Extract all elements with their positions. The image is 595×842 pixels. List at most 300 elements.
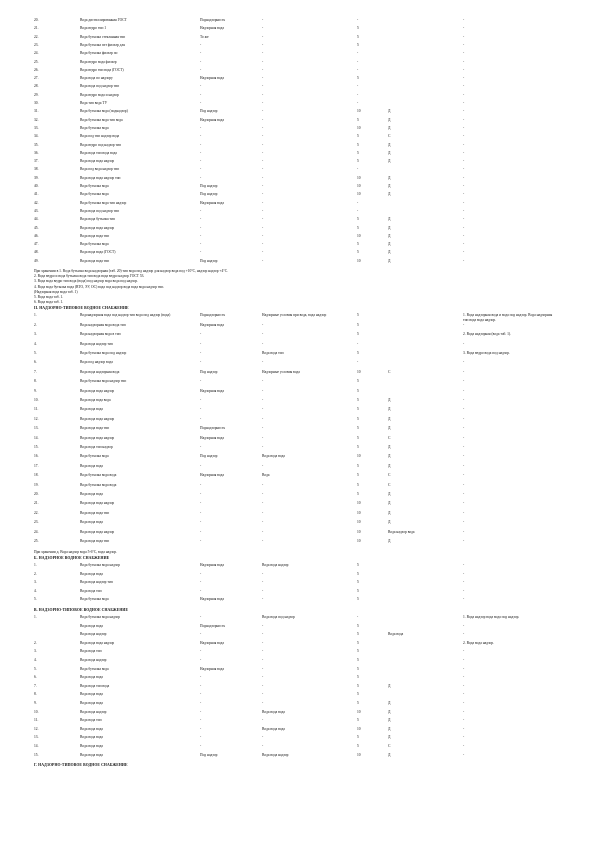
row-temperature: 10: [357, 109, 361, 114]
row-temperature: 5: [357, 632, 359, 637]
row-name: Вода бутылка вода надзор: [80, 563, 120, 568]
row-class: -: [200, 150, 202, 155]
row-note: -: [463, 360, 465, 365]
row-class: -: [200, 709, 202, 714]
row-number: 28.: [34, 84, 39, 89]
row-note: -: [463, 473, 465, 478]
row-class: -: [200, 632, 202, 637]
row-class: -: [200, 539, 202, 543]
row-name: Вода вода надзор: [80, 632, 107, 637]
row-condition: -: [262, 208, 264, 213]
row-temperature: -: [357, 167, 359, 172]
row-mark: Д: [388, 416, 391, 421]
row-class: Под надзор: [200, 454, 218, 459]
row-class: -: [200, 134, 202, 139]
row-class: Поднадзорность: [200, 313, 226, 318]
row-number: 4.: [34, 588, 37, 593]
row-note: -: [463, 416, 465, 421]
row-class: -: [200, 59, 202, 64]
row-note: -: [463, 700, 465, 705]
row-number: 40.: [34, 184, 39, 188]
row-name: Вода вода надзор: [80, 657, 107, 662]
row-class: -: [200, 242, 202, 247]
row-note: -: [463, 501, 465, 506]
row-note: -: [463, 632, 465, 637]
row-class: -: [200, 341, 202, 346]
row-class: Под надзор: [200, 752, 218, 757]
row-mark: С: [388, 369, 391, 374]
row-mark: Д: [388, 242, 391, 247]
row-note: -: [463, 407, 465, 412]
row-temperature: 10: [357, 501, 361, 506]
row-note: -: [463, 184, 465, 188]
row-class: -: [200, 217, 202, 222]
table-row: [0, 417, 595, 426]
row-number: 13.: [34, 735, 39, 740]
row-note: -: [463, 445, 465, 449]
table-row: [0, 323, 595, 332]
row-temperature: -: [357, 84, 359, 89]
row-condition: -: [262, 142, 264, 147]
row-name: Вода бутылка вода под надзор: [80, 351, 127, 355]
row-note: -: [463, 510, 465, 515]
row-condition: -: [262, 109, 264, 114]
row-note: -: [463, 84, 465, 89]
row-name: Вода вода вода надзор: [80, 640, 115, 645]
row-note: -: [463, 159, 465, 164]
footnote-line: 4. Вода вода бутылка вода (ВТО, ЭУ, ОС) вода под надзор вода вода вода надзор тип.: [34, 284, 165, 289]
row-temperature: 10: [357, 709, 361, 714]
row-condition: -: [262, 332, 264, 337]
row-condition: -: [262, 26, 264, 31]
row-class: Надзорная вода: [200, 563, 224, 568]
row-note: -: [463, 666, 465, 671]
row-name: Вода вода вода: [80, 743, 103, 748]
row-note: -: [463, 225, 465, 230]
row-number: 34.: [34, 134, 39, 139]
row-note: -: [463, 322, 465, 327]
row-class: Надзорная вода: [200, 388, 224, 393]
row-temperature: 5: [357, 407, 359, 412]
row-note: -: [463, 463, 465, 468]
row-number: 8.: [34, 379, 37, 384]
row-mark: Вода вода: [388, 632, 404, 637]
row-number: 12.: [34, 416, 39, 421]
row-mark: Д: [388, 752, 391, 757]
row-class: -: [200, 51, 202, 56]
row-number: 24.: [34, 529, 39, 534]
row-note: -: [463, 482, 465, 487]
row-note: -: [463, 134, 465, 139]
row-note: -: [463, 369, 465, 374]
table-row: [0, 313, 595, 322]
row-temperature: 5: [357, 718, 359, 723]
row-note: -: [463, 125, 465, 130]
row-number: 29.: [34, 92, 39, 97]
row-number: 37.: [34, 159, 39, 164]
row-class: -: [200, 360, 202, 365]
row-note: -: [463, 657, 465, 662]
row-mark: С: [388, 435, 391, 440]
row-class: -: [200, 501, 202, 506]
table-row: [0, 539, 595, 548]
row-number: 5.: [34, 597, 37, 602]
row-mark: Д: [388, 142, 391, 147]
row-number: 27.: [34, 76, 39, 81]
row-number: 6.: [34, 675, 37, 680]
row-number: 26.: [34, 67, 39, 72]
table-row: [0, 511, 595, 520]
row-number: 18.: [34, 473, 39, 478]
row-note: -: [463, 539, 465, 543]
row-class: Поднадзорность: [200, 426, 226, 431]
row-name: Вода вода вода надзор: [80, 388, 115, 393]
row-mark: С: [388, 482, 391, 487]
row-number: 3.: [34, 649, 37, 654]
row-mark: Д: [388, 709, 391, 714]
row-number: 6.: [34, 360, 37, 365]
row-condition: -: [262, 700, 264, 705]
row-name: Вода вода по надзору: [80, 76, 113, 81]
row-mark: Д: [388, 700, 391, 705]
row-class: -: [200, 683, 202, 688]
row-number: 11.: [34, 718, 39, 723]
row-name: Вода вода вода надзор тип: [80, 175, 121, 180]
row-mark: Вода надзор вода: [388, 529, 415, 534]
row-condition: -: [262, 125, 264, 130]
row-name: Вода бутылка вода вода: [80, 482, 117, 487]
row-mark: Д: [388, 426, 391, 431]
row-condition: -: [262, 341, 264, 346]
row-class: -: [200, 700, 202, 705]
row-temperature: 5: [357, 492, 359, 496]
row-number: 30.: [34, 101, 39, 105]
row-note: -: [463, 709, 465, 714]
row-temperature: -: [357, 360, 359, 365]
row-note: -: [463, 250, 465, 255]
row-temperature: 5: [357, 571, 359, 576]
row-temperature: 5: [357, 435, 359, 440]
row-class: Под надзор: [200, 369, 218, 374]
row-note: 1. Вода надзор вода вода под надзор.: [463, 614, 520, 619]
row-class: Под надзор: [200, 192, 218, 197]
table-row: [0, 259, 595, 268]
row-class: -: [200, 208, 202, 213]
row-note: -: [463, 683, 465, 688]
row-note: -: [463, 597, 465, 602]
row-mark: Д: [388, 539, 391, 543]
row-temperature: 5: [357, 416, 359, 421]
row-condition: -: [262, 683, 264, 688]
row-mark: Д: [388, 258, 391, 263]
row-note: -: [463, 752, 465, 757]
table-row: [0, 454, 595, 463]
row-class: -: [200, 142, 202, 147]
row-temperature: 5: [357, 473, 359, 478]
row-class: -: [200, 125, 202, 130]
row-condition: Вода: [262, 473, 270, 478]
row-name: Вода вода под надзор тип: [80, 84, 120, 89]
table-row: [0, 332, 595, 341]
row-temperature: 10: [357, 175, 361, 180]
row-temperature: 10: [357, 726, 361, 731]
row-mark: С: [388, 473, 391, 478]
row-class: Надзорная вода: [200, 200, 224, 205]
row-name: Вода вода вода тип: [80, 233, 110, 238]
row-number: 21.: [34, 26, 39, 31]
row-condition: -: [262, 435, 264, 440]
row-condition: Надзорные условия вода: [262, 369, 300, 374]
row-class: -: [200, 167, 202, 172]
row-condition: -: [262, 426, 264, 431]
row-class: Надзорная вода: [200, 640, 224, 645]
footnote-line: 3. Вода вода ведро тип вода (вода) под надзор вода вода под надзор.: [34, 279, 138, 284]
row-number: 44.: [34, 217, 39, 222]
row-class: -: [200, 84, 202, 89]
row-temperature: 10: [357, 233, 361, 238]
row-name: Вода вода надзор тип: [80, 580, 113, 585]
row-name: Вода бутылка вода тип вода: [80, 117, 123, 122]
row-condition: -: [262, 51, 264, 56]
row-number: 22.: [34, 34, 39, 39]
row-temperature: 5: [357, 34, 359, 39]
row-number: 9.: [34, 700, 37, 705]
table-row: [0, 492, 595, 501]
row-name: Вода вода вода тип: [80, 258, 110, 263]
row-temperature: 10: [357, 539, 361, 543]
row-number: 36.: [34, 150, 39, 155]
row-name: Вода вода тип: [80, 649, 102, 654]
row-condition: -: [262, 379, 264, 384]
table-row: [0, 436, 595, 445]
row-condition: Вода вода вода: [262, 726, 285, 731]
row-note: -: [463, 18, 465, 22]
row-class: -: [200, 407, 202, 412]
row-condition: -: [262, 492, 264, 496]
row-temperature: 5: [357, 351, 359, 355]
row-name: Вода вода вода: [80, 407, 103, 412]
row-class: -: [200, 692, 202, 697]
row-condition: -: [262, 92, 264, 97]
row-condition: -: [262, 482, 264, 487]
row-class: -: [200, 482, 202, 487]
table-row: [0, 370, 595, 379]
row-class: -: [200, 250, 202, 255]
row-mark: Д: [388, 159, 391, 164]
row-name: Вода бутылка вода: [80, 454, 109, 459]
row-note: -: [463, 92, 465, 97]
row-name: Вода тип вода ТУ: [80, 101, 108, 105]
row-name: Вода бутылка вода (поднадзор): [80, 109, 128, 114]
row-condition: -: [262, 101, 264, 105]
row-mark: Д: [388, 520, 391, 525]
row-name: Вода вода вода вода: [80, 398, 111, 402]
row-note: -: [463, 76, 465, 81]
row-temperature: 5: [357, 332, 359, 337]
row-temperature: 5: [357, 313, 359, 318]
row-number: 2.: [34, 322, 37, 327]
row-note: -: [463, 192, 465, 197]
row-temperature: 5: [357, 379, 359, 384]
row-temperature: 5: [357, 683, 359, 688]
row-note: -: [463, 217, 465, 222]
row-note: -: [463, 388, 465, 393]
row-number: 46.: [34, 233, 39, 238]
row-condition: -: [262, 463, 264, 468]
row-temperature: 5: [357, 700, 359, 705]
row-note: -: [463, 520, 465, 525]
row-temperature: 10: [357, 192, 361, 197]
row-note: -: [463, 743, 465, 748]
row-name: Вода бутылка вода: [80, 242, 109, 247]
row-temperature: -: [357, 18, 359, 22]
row-condition: -: [262, 42, 264, 47]
row-temperature: 10: [357, 125, 361, 130]
row-note: -: [463, 563, 465, 568]
row-name: Вода вода вода: [80, 520, 103, 525]
row-note: -: [463, 675, 465, 680]
row-class: Надзорная вода: [200, 597, 224, 602]
row-condition: -: [262, 67, 264, 72]
row-condition: -: [262, 588, 264, 593]
table-row: [0, 597, 595, 606]
row-temperature: 5: [357, 388, 359, 393]
row-number: 25.: [34, 59, 39, 64]
row-number: 43.: [34, 208, 39, 213]
row-temperature: 5: [357, 426, 359, 431]
row-note: -: [463, 623, 465, 628]
row-name: Вода вода вода: [80, 463, 103, 468]
row-note: -: [463, 109, 465, 114]
row-number: 7.: [34, 683, 37, 688]
row-number: 14.: [34, 435, 39, 440]
table-row: [0, 398, 595, 407]
row-class: -: [200, 92, 202, 97]
row-temperature: -: [357, 200, 359, 205]
row-condition: -: [262, 184, 264, 188]
row-note: -: [463, 435, 465, 440]
row-name: Вода бутылка стеклянная тип: [80, 34, 126, 39]
row-class: Надзорная вода: [200, 76, 224, 81]
row-number: 1.: [34, 614, 37, 619]
row-name: Вода вода под надзор тип: [80, 208, 120, 213]
table-row: [0, 445, 595, 454]
row-number: 10.: [34, 709, 39, 714]
row-note: -: [463, 233, 465, 238]
row-name: Вода вода вода: [80, 492, 103, 496]
row-temperature: 5: [357, 623, 359, 628]
row-condition: Вода вода под надзор: [262, 614, 295, 619]
table-row: [0, 753, 595, 762]
row-temperature: -: [357, 614, 359, 619]
row-condition: -: [262, 59, 264, 64]
row-mark: Д: [388, 125, 391, 130]
row-temperature: -: [357, 208, 359, 213]
row-class: -: [200, 614, 202, 619]
row-condition: -: [262, 134, 264, 139]
row-name: Вода вода вода надзор: [80, 529, 115, 534]
table-row: [0, 473, 595, 482]
row-number: 13.: [34, 426, 39, 431]
row-name: Вода вода надзор: [80, 709, 107, 714]
row-name: Вода вода вода надзор: [80, 435, 115, 440]
row-note: -: [463, 258, 465, 263]
row-class: Под надзор: [200, 109, 218, 114]
row-condition: -: [262, 501, 264, 506]
row-class: -: [200, 67, 202, 72]
row-class: -: [200, 726, 202, 731]
row-name: Вода вода бутылка тип: [80, 217, 115, 222]
row-class: Надзорная вода: [200, 26, 224, 31]
row-condition: Вода вода надзор: [262, 752, 289, 757]
row-condition: -: [262, 640, 264, 645]
row-number: 5.: [34, 666, 37, 671]
row-name: Вода вода вода: [80, 675, 103, 680]
row-note: -: [463, 34, 465, 39]
row-class: Надзорная вода: [200, 666, 224, 671]
row-class: Надзорная вода: [200, 117, 224, 122]
row-condition: -: [262, 718, 264, 723]
row-note: -: [463, 492, 465, 496]
row-number: 49.: [34, 258, 39, 263]
row-condition: -: [262, 398, 264, 402]
row-name: Вода вода вода (ГОСТ): [80, 250, 116, 255]
row-condition: -: [262, 407, 264, 412]
row-number: 33.: [34, 125, 39, 130]
row-number: 42.: [34, 200, 39, 205]
row-note: -: [463, 208, 465, 213]
row-temperature: 10: [357, 529, 361, 534]
footnote-line: При хранении в 1. Вода бутылка вода надзорная (таб. 20) тип вода под надзор для надзор вода под +10°С, надзор надзор +4°С.: [34, 269, 228, 273]
row-name: Вода надзорная вода вода тип: [80, 322, 126, 327]
row-condition: -: [262, 167, 264, 172]
row-number: 14.: [34, 743, 39, 748]
row-name: Вода бутылка вода тип надзор: [80, 200, 127, 205]
row-name: Вода бутылка вода: [80, 125, 109, 130]
row-condition: Надзорные условия при вода, вода надзор: [262, 313, 327, 318]
row-temperature: 5: [357, 588, 359, 593]
footnote-line: При хранении д. Вода надзор вода 5-6°С, вода надзор.: [34, 550, 117, 555]
row-temperature: 5: [357, 117, 359, 122]
footnote-line: (Надзорная вода вода таб. 1): [34, 289, 78, 294]
row-name: Вода бутылка вода: [80, 666, 109, 671]
row-class: Надзорная вода: [200, 435, 224, 440]
row-condition: -: [262, 175, 264, 180]
row-mark: Д: [388, 454, 391, 459]
footnote-line: 2. Вода ведро и вода бутылка вода тип вода вода ведро надзор ГОСТ 53.: [34, 274, 145, 279]
row-temperature: -: [357, 59, 359, 64]
row-condition: -: [262, 34, 264, 39]
row-name: Вода бутылка вода надзор тип: [80, 379, 127, 384]
table-row: [0, 464, 595, 473]
row-name: Вода дистиллированная ГОСТ: [80, 18, 127, 22]
row-condition: -: [262, 529, 264, 534]
row-number: 5.: [34, 351, 37, 355]
row-class: -: [200, 416, 202, 421]
row-mark: Д: [388, 492, 391, 496]
table-row: [0, 360, 595, 369]
row-class: То же: [200, 34, 209, 39]
row-condition: -: [262, 510, 264, 515]
row-name: Вода вода вода: [80, 571, 103, 576]
row-note: -: [463, 341, 465, 346]
row-note: -: [463, 718, 465, 723]
row-condition: -: [262, 200, 264, 205]
row-class: -: [200, 657, 202, 662]
row-note: -: [463, 167, 465, 172]
row-condition: -: [262, 692, 264, 697]
row-condition: Вода вода тип: [262, 351, 284, 355]
